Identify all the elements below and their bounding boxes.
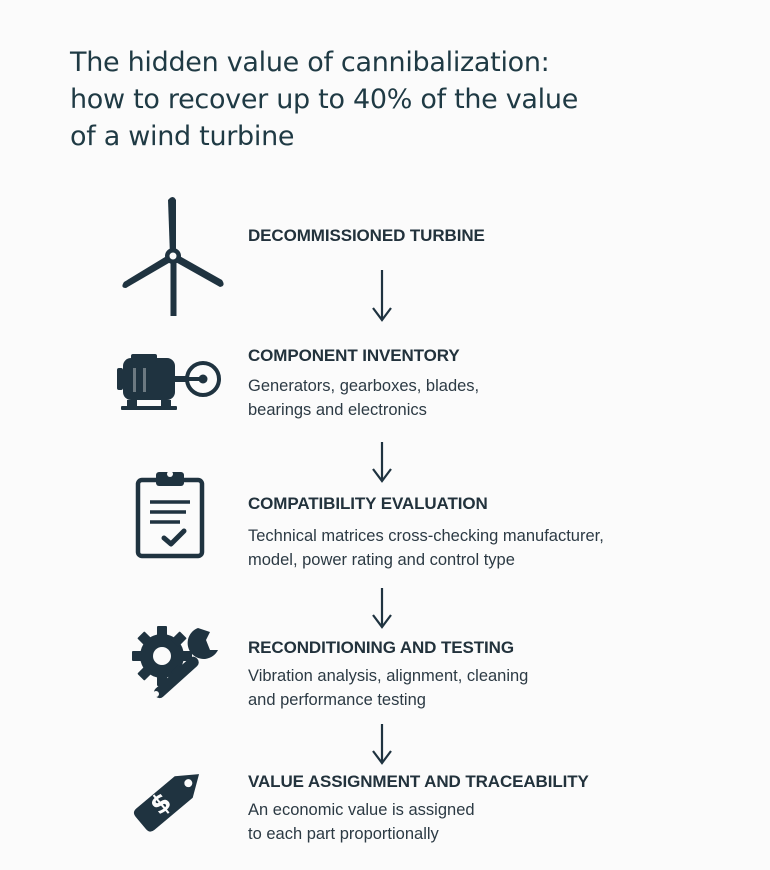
motor-icon: [113, 352, 223, 412]
step-title-component-inventory: COMPONENT INVENTORY: [248, 346, 460, 365]
step-title-reconditioning-and-testing: RECONDITIONING AND TESTING: [248, 638, 514, 657]
step-desc-line: Technical matrices cross-checking manufacturer,: [248, 527, 604, 545]
down-arrow-icon: [370, 268, 394, 324]
step-desc-line: and performance testing: [248, 691, 426, 709]
step-title-decommissioned-turbine: DECOMMISSIONED TURBINE: [248, 226, 485, 245]
step-desc-line: model, power rating and control type: [248, 551, 515, 569]
down-arrow-icon: [370, 440, 394, 484]
step-title-value-assignment-and-traceability: VALUE ASSIGNMENT AND TRACEABILITY: [248, 772, 589, 791]
step-desc-line: An economic value is assigned: [248, 801, 475, 819]
gear-wrench-icon: [126, 620, 226, 704]
title-line: of a wind turbine: [70, 121, 295, 152]
title-line: The hidden value of cannibalization:: [70, 47, 550, 78]
step-title-compatibility-evaluation: COMPATIBILITY EVALUATION: [248, 494, 488, 513]
step-desc-line: Generators, gearboxes, blades,: [248, 377, 480, 395]
clipboard-check-icon: [134, 468, 206, 560]
step-desc-component-inventory: [248, 374, 479, 422]
step-desc-line: to each part proportionally: [248, 825, 439, 843]
step-desc-line: Vibration analysis, alignment, cleaning: [248, 667, 529, 685]
title-line: how to recover up to 40% of the value: [70, 84, 579, 115]
step-desc-line: bearings and electronics: [248, 401, 427, 419]
down-arrow-icon: [370, 722, 394, 766]
wind-turbine-icon: [118, 196, 228, 320]
price-tag-dollar-icon: [123, 752, 223, 838]
step-desc-compatibility-evaluation: [248, 524, 604, 572]
down-arrow-icon: [370, 586, 394, 630]
step-desc-value-assignment-and-traceability: [248, 798, 475, 846]
svg-text:$: $: [144, 786, 178, 822]
step-desc-reconditioning-and-testing: [248, 664, 528, 712]
page-title: [70, 44, 710, 155]
